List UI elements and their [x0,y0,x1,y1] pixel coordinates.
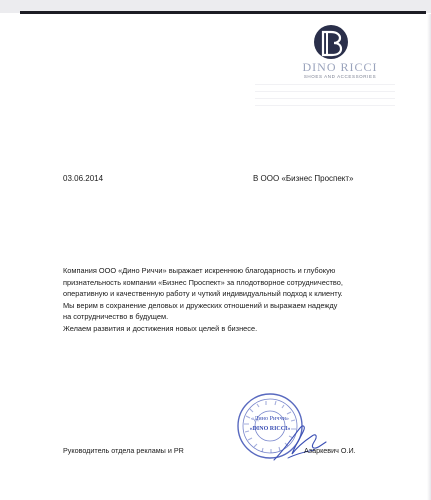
body-line: оперативную и качественную работу и чуткий индивидуальный подход к клиенту. [63,289,343,299]
body-line: признательность компании «Бизнес Проспект» за плодотворное сотрудничество, [63,277,343,287]
logo-tagline: SHOES AND ACCESSORIES [303,74,377,79]
top-rule [20,11,426,14]
body-line: на сотрудничество в будущем. [63,312,169,322]
letter-date: 03.06.2014 [63,174,104,183]
stamp-company-name: «Дино Риччи» [251,415,289,422]
body-line: Компания ООО «Дино Риччи» выражает искреннюю благодарность и глубокую [63,266,336,275]
letter-body [63,265,383,335]
dino-ricci-logo-icon [310,24,352,60]
handwritten-signature-icon [270,420,330,465]
logo-wordmark: DINO RICCI [302,60,378,74]
stamp-brand: «DINO RICCI» [249,426,291,432]
faint-address-lines [255,84,395,120]
body-line: Желаем развития и достижения новых целей в бизнесе. [63,323,258,333]
letter-recipient: В ООО «Бизнес Проспект» [253,174,354,183]
signer-name: Азаркевич О.И. [304,446,356,455]
page-edge-shadow [427,14,431,500]
body-line: Мы верим в сохранение деловых и дружеских отношений и выражаем надежду [63,300,338,310]
signer-position: Руководитель отдела рекламы и PR [63,446,184,455]
